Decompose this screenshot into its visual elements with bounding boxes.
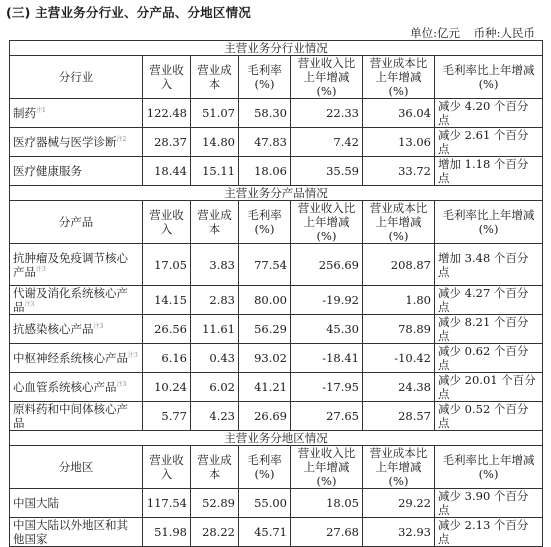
cost-cell: 6.02 [191, 373, 239, 402]
margin-cell: 26.69 [239, 402, 291, 431]
cost-cell: 3.83 [191, 244, 239, 286]
currency-label: 币种:人民币 [473, 26, 535, 40]
margin-change-cell: 减少 3.90 个百分点 [435, 489, 543, 518]
column-header-margin-change: 毛利率比上年增减(%) [435, 56, 543, 99]
revenue-change-cell: -18.41 [291, 344, 363, 373]
section-heading: 主营业务分产品情况 [10, 186, 543, 201]
table-body [10, 41, 543, 547]
column-header-cost-change: 营业成本比上年增减(%) [363, 446, 435, 489]
revenue-change-cell: -19.92 [291, 286, 363, 315]
cost-cell: 4.23 [191, 402, 239, 431]
footnote-marker: 注3 [36, 265, 46, 273]
revenue-change-cell: 45.30 [291, 315, 363, 344]
margin-cell: 80.00 [239, 286, 291, 315]
margin-change-cell: 减少 8.21 个百分点 [435, 315, 543, 344]
column-header-revenue: 营业收入 [143, 201, 191, 244]
table-row [10, 373, 543, 402]
margin-change-cell: 减少 2.13 个百分点 [435, 518, 543, 547]
cost-change-cell: 24.38 [363, 373, 435, 402]
cost-change-cell: 13.06 [363, 128, 435, 157]
revenue-cell: 122.48 [143, 99, 191, 128]
footnote-marker: 注3 [128, 352, 138, 360]
column-header-margin: 毛利率(%) [239, 56, 291, 99]
margin-cell: 77.54 [239, 244, 291, 286]
row-label [10, 373, 143, 402]
column-header-cost: 营业成本 [191, 446, 239, 489]
column-header-category: 分产品 [10, 201, 143, 244]
column-header-rev-change: 营业收入比上年增减(%) [291, 56, 363, 99]
revenue-change-cell: 35.59 [291, 157, 363, 186]
revenue-change-cell: 18.05 [291, 489, 363, 518]
section-heading: 主营业务分行业情况 [10, 41, 543, 56]
cost-change-cell: 29.22 [363, 489, 435, 518]
row-label [10, 99, 143, 128]
row-label-text: 中国大陆 [13, 496, 59, 510]
revenue-change-cell: 27.68 [291, 518, 363, 547]
row-label-text: 抗感染核心产品 [13, 322, 94, 336]
margin-cell: 45.71 [239, 518, 291, 547]
page-title: (三) 主营业务分行业、分产品、分地区情况 [6, 5, 251, 20]
revenue-cell: 14.15 [143, 286, 191, 315]
margin-change-cell: 减少 2.61 个百分点 [435, 128, 543, 157]
column-header-margin: 毛利率(%) [239, 201, 291, 244]
table-row [10, 286, 543, 315]
column-header-cost-change: 营业成本比上年增减(%) [363, 201, 435, 244]
row-label-text: 原料药和中间体核心产品 [13, 402, 128, 430]
revenue-cell: 10.24 [143, 373, 191, 402]
footnote-marker: 注3 [116, 381, 127, 389]
row-label-text: 中枢神经系统核心产品 [13, 351, 128, 365]
section-heading: 主营业务分地区情况 [10, 431, 543, 446]
margin-cell: 18.06 [239, 157, 291, 186]
cost-change-cell: 32.93 [363, 518, 435, 547]
cost-change-cell: 1.80 [363, 286, 435, 315]
cost-cell: 2.83 [191, 286, 239, 315]
margin-change-cell: 减少 0.52 个百分点 [435, 402, 543, 431]
margin-cell: 41.21 [239, 373, 291, 402]
cost-cell: 51.07 [191, 99, 239, 128]
revenue-cell: 6.16 [143, 344, 191, 373]
row-label-text: 中国大陆以外地区和其他国家 [13, 518, 128, 546]
revenue-cell: 28.37 [143, 128, 191, 157]
margin-cell: 58.30 [239, 99, 291, 128]
column-header-category: 分地区 [10, 446, 143, 489]
margin-change-cell: 减少 4.20 个百分点 [435, 99, 543, 128]
column-header-rev-change: 营业收入比上年增减(%) [291, 446, 363, 489]
margin-change-cell: 增加 3.48 个百分点 [435, 244, 543, 286]
row-label-text: 抗肿瘤及免疫调节核心产品 [13, 250, 128, 279]
table-row [10, 315, 543, 344]
margin-change-cell: 减少 20.01 个百分点 [435, 373, 543, 402]
footnote-marker: 注2 [116, 136, 127, 144]
row-label-text: 制药 [13, 106, 36, 120]
revenue-change-cell: 256.69 [291, 244, 363, 286]
row-label-text: 医疗器械与医学诊断 [13, 135, 117, 149]
cost-cell: 15.11 [191, 157, 239, 186]
column-header-margin-change: 毛利率比上年增减(%) [435, 446, 543, 489]
margin-change-cell: 减少 0.62 个百分点 [435, 344, 543, 373]
cost-change-cell: 36.04 [363, 99, 435, 128]
revenue-cell: 26.56 [143, 315, 191, 344]
margin-change-cell: 减少 4.27 个百分点 [435, 286, 543, 315]
table-row [10, 344, 543, 373]
cost-cell: 0.43 [191, 344, 239, 373]
row-label [10, 128, 143, 157]
table-row [10, 99, 543, 128]
cost-change-cell: 28.57 [363, 402, 435, 431]
column-header-cost: 营业成本 [191, 56, 239, 99]
table-row [10, 402, 543, 431]
row-label [10, 518, 143, 547]
row-label-text: 医疗健康服务 [13, 164, 82, 178]
cost-cell: 11.61 [191, 315, 239, 344]
table-row [10, 489, 543, 518]
row-label [10, 489, 143, 518]
revenue-change-cell: -17.95 [291, 373, 363, 402]
unit-label: 单位:亿元 [410, 26, 460, 40]
revenue-cell: 117.54 [143, 489, 191, 518]
table-row [10, 244, 543, 286]
business-segment-table [9, 40, 543, 547]
row-label [10, 402, 143, 431]
column-header-cost-change: 营业成本比上年增减(%) [363, 56, 435, 99]
footnote-marker: 注3 [24, 301, 35, 309]
column-header-category: 分行业 [10, 56, 143, 99]
row-label [10, 157, 143, 186]
unit-line [400, 25, 535, 41]
row-label [10, 315, 143, 344]
cost-change-cell: 78.89 [363, 315, 435, 344]
cost-cell: 52.89 [191, 489, 239, 518]
margin-cell: 47.83 [239, 128, 291, 157]
revenue-change-cell: 22.33 [291, 99, 363, 128]
column-header-margin-change: 毛利率比上年增减(%) [435, 201, 543, 244]
row-label-text: 心血管系统核心产品 [13, 380, 117, 394]
footnote-marker: 注3 [93, 323, 104, 331]
row-label-text: 代谢及消化系统核心产品 [13, 286, 128, 314]
cost-change-cell: 33.72 [363, 157, 435, 186]
revenue-cell: 18.44 [143, 157, 191, 186]
revenue-change-cell: 27.65 [291, 402, 363, 431]
cost-change-cell: -10.42 [363, 344, 435, 373]
row-label [10, 344, 143, 373]
table-row [10, 128, 543, 157]
row-label [10, 286, 143, 315]
cost-cell: 28.22 [191, 518, 239, 547]
revenue-cell: 5.77 [143, 402, 191, 431]
column-header-margin: 毛利率(%) [239, 446, 291, 489]
column-header-cost: 营业成本 [191, 201, 239, 244]
cost-cell: 14.80 [191, 128, 239, 157]
margin-cell: 93.02 [239, 344, 291, 373]
cost-change-cell: 208.87 [363, 244, 435, 286]
table-row [10, 518, 543, 547]
margin-change-cell: 增加 1.18 个百分点 [435, 157, 543, 186]
column-header-revenue: 营业收入 [143, 446, 191, 489]
revenue-cell: 17.05 [143, 244, 191, 286]
table-row [10, 157, 543, 186]
revenue-cell: 51.98 [143, 518, 191, 547]
revenue-change-cell: 7.42 [291, 128, 363, 157]
margin-cell: 55.00 [239, 489, 291, 518]
column-header-revenue: 营业收入 [143, 56, 191, 99]
margin-cell: 56.29 [239, 315, 291, 344]
row-label [10, 244, 143, 286]
footnote-marker: 注1 [36, 107, 46, 115]
column-header-rev-change: 营业收入比上年增减(%) [291, 201, 363, 244]
